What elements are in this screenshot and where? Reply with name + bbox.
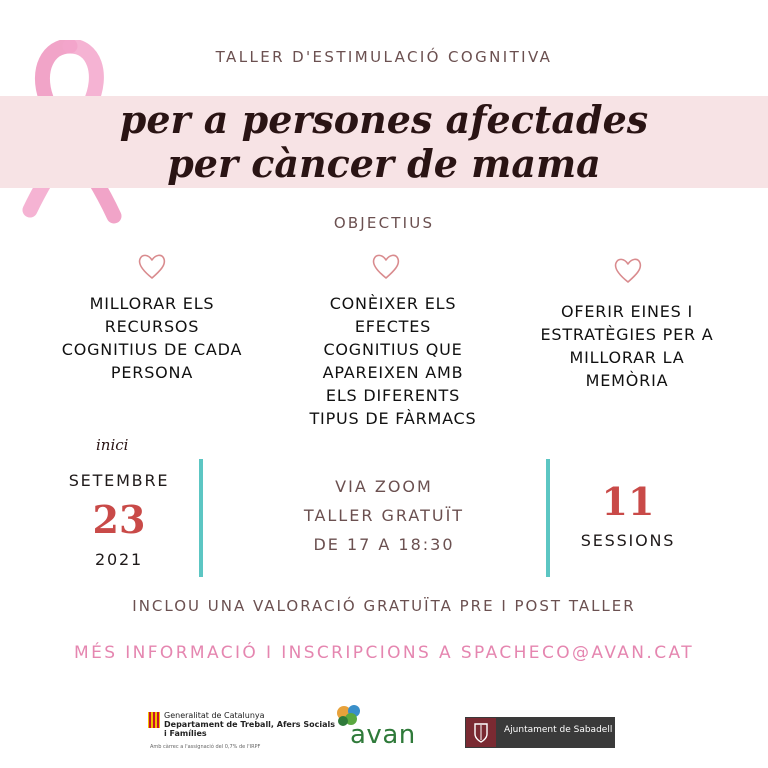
generalitat-flag-icon xyxy=(148,712,160,728)
generalitat-logo: Generalitat de Catalunya Departament de Treball, Afers Socials i Famílies xyxy=(164,711,335,738)
start-month: SETEMBRE xyxy=(68,471,170,490)
title-line-1: per a persones afectades xyxy=(119,97,649,142)
session-info xyxy=(230,472,538,559)
info-time: DE 17 A 18:30 xyxy=(313,535,455,554)
start-year: 2021 xyxy=(95,550,143,569)
info-price: TALLER GRATUÏT xyxy=(303,506,465,525)
objectives-heading: OBJECTIUS xyxy=(333,214,435,232)
objective-1: MILLORAR ELS RECURSOS COGNITIUS DE CADA PERSONA xyxy=(61,294,243,382)
page-title xyxy=(0,98,768,186)
more-info-link[interactable]: MÉS INFORMACIÓ I INSCRIPCIONS A SPACHECO@AVAN.CAT xyxy=(74,643,694,663)
sabadell-shield-icon xyxy=(466,718,496,747)
objective-2: CONÈIXER ELS EFECTES COGNITIUS QUE APAREIXEN AMB ELS DIFERENTS TIPUS DE FÀRMACS xyxy=(309,294,477,428)
sabadell-label: Ajuntament de Sabadell xyxy=(504,725,613,735)
start-day: 23 xyxy=(92,497,146,542)
sessions-label: SESSIONS xyxy=(580,531,676,550)
avan-logo: avan xyxy=(350,720,416,750)
heart-icon xyxy=(370,252,402,280)
heart-icon xyxy=(136,252,168,280)
workshop-kicker: TALLER D'ESTIMULACIÓ COGNITIVA xyxy=(215,48,553,66)
heart-icon xyxy=(612,256,644,284)
info-platform: VIA ZOOM xyxy=(335,477,433,496)
objective-3: OFERIR EINES I ESTRATÈGIES PER A MILLORAR LA MEMÒRIA xyxy=(540,302,714,390)
divider-right xyxy=(546,459,550,577)
title-line-2: per càncer de mama xyxy=(167,141,601,186)
generalitat-note: Amb càrrec a l'assignació del 0,7% de l'IRPF xyxy=(150,744,261,750)
start-label: inici xyxy=(96,436,129,454)
divider-left xyxy=(199,459,203,577)
sessions-count: 11 xyxy=(601,479,655,524)
includes-text: INCLOU UNA VALORACIÓ GRATUÏTA PRE I POST TALLER xyxy=(132,597,636,615)
